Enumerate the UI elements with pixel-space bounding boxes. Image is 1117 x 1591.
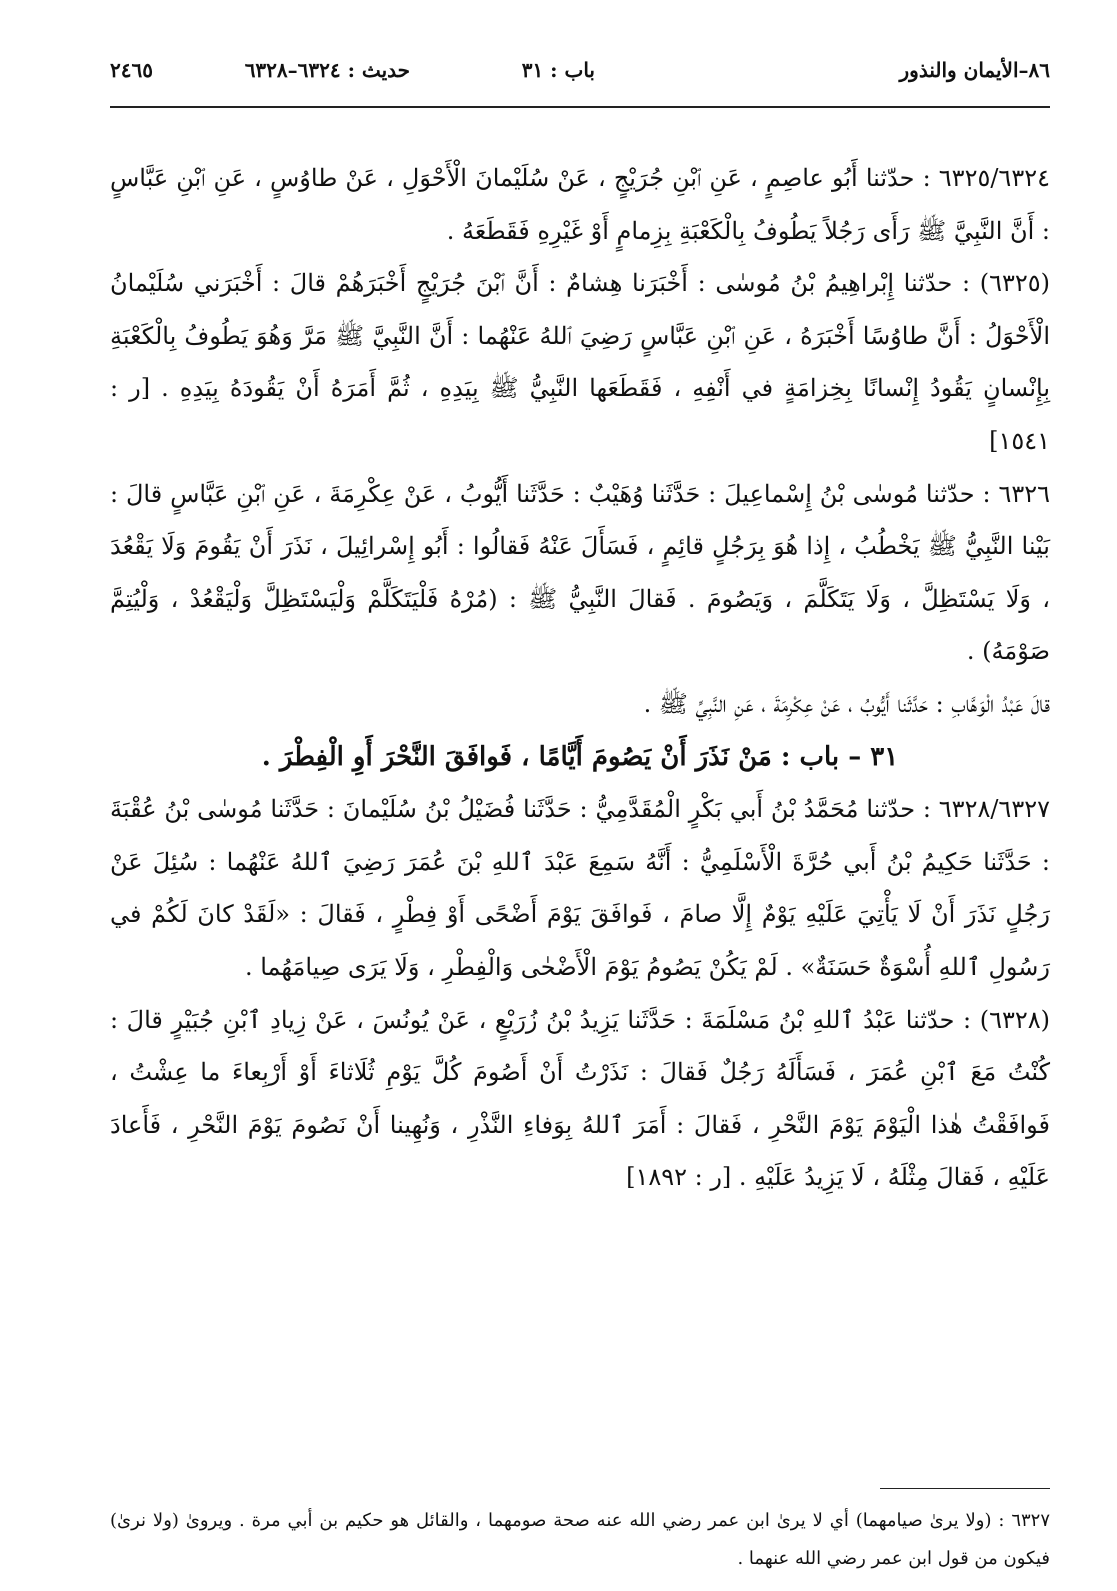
main-text (110, 152, 1050, 1204)
chapter-title: ٨٦–الأيمان والنذور (899, 58, 1050, 82)
header-divider (110, 106, 1050, 108)
footnote (110, 1502, 1050, 1578)
hadith-paragraph: (٦٣٢٥) : حدّثنا إِبْراهِيمُ بْنُ مُوسٰى : أَخْبَرَنا هِشامٌ : أَنَّ ٱبْنَ جُرَيْجٍ أَخْبَرَهُمْ قالَ : أَخْبَرَني سُلَيْمانُ الْأَحْوَلُ : أَنَّ طاوُسًا أَخْبَرَهُ ، عَنِ ٱبْنِ عَبَّاسٍ رَضِيَ ٱللهُ عَنْهُما : أَنَّ النَّبِيَّ ﷺ مَرَّ وَهُوَ يَطُوفُ بِالْكَعْبَةِ بِإِنْسانٍ يَقُودُ إِنْسانًا بِخِزامَةٍ في أَنْفِهِ ، فَقَطَعَها النَّبِيُّ ﷺ بِيَدِهِ ، ثُمَّ أَمَرَهُ أَنْ يَقُودَهُ بِيَدِهِ . [ر : ١٥٤١] (110, 269, 1050, 455)
running-header (110, 58, 1050, 92)
footnote-divider (880, 1488, 1050, 1489)
bab-number: باب : ٣١ (521, 58, 595, 82)
hadith-range: حديث : ٦٣٢٤–٦٣٢٨ (244, 58, 410, 82)
footnote-text: ٦٣٢٧ : (ولا يرىٰ صيامهما) أي لا يرىٰ ابن عمر رضي الله عنه صحة صومهما ، والقائل هو حكيم بن أبي مرة . ويروىٰ (ولا نرىٰ) فيكون من قول ابن عمر رضي الله عنهما . (110, 1510, 1050, 1569)
page-number: ٢٤٦٥ (110, 58, 153, 82)
hadith-paragraph: ٦٣٢٦ : حدّثنا مُوسٰى بْنُ إِسْماعِيلَ : حَدَّثَنا وُهَيْبٌ : حَدَّثَنا أَيُّوبُ ، عَنْ عِكْرِمَةَ ، عَنِ ٱبْنِ عَبَّاسٍ قالَ : بَيْنا النَّبِيُّ ﷺ يَخْطُبُ ، إِذا هُوَ بِرَجُلٍ قائِمٍ ، فَسَأَلَ عَنْهُ فَقالُوا : أَبُو إِسْرائِيلَ ، نَذَرَ أَنْ يَقُومَ وَلَا يَقْعُدَ ، وَلَا يَسْتَظِلَّ ، وَلَا يَتَكَلَّمَ ، وَيَصُومَ . فَقالَ النَّبِيُّ ﷺ : (مُرْهُ فَلْيَتَكَلَّمْ وَلْيَسْتَظِلَّ وَلْيَقْعُدْ ، وَلْيُتِمَّ صَوْمَهُ) . (110, 479, 1051, 666)
hadith-paragraph: ٦٣٢٨/٦٣٢٧ : حدّثنا مُحَمَّدُ بْنُ أَبي بَكْرٍ الْمُقَدَّمِيُّ : حَدَّثَنا فُضَيْلُ بْنُ سُلَيْمانَ : حَدَّثَنا مُوسٰى بْنُ عُقْبَةَ : حَدَّثَنا حَكِيمُ بْنُ أَبي حُرَّةَ الْأَسْلَمِيُّ : أَنَّهُ سَمِعَ عَبْدَ ٱللهِ بْنَ عُمَرَ رَضِيَ ٱللهُ عَنْهُما : سُئِلَ عَنْ رَجُلٍ نَذَرَ أَنْ لَا يَأْتِيَ عَلَيْهِ يَوْمٌ إِلَّا صامَ ، فَوافَقَ يَوْمَ أَضْحًى أَوْ فِطْرٍ ، فَقالَ : «لَقَدْ كانَ لَكُمْ في رَسُولِ ٱللهِ أُسْوَةٌ حَسَنَةٌ» . لَمْ يَكُنْ يَصُومُ يَوْمَ الْأَضْحٰى وَالْفِطْرِ ، وَلَا يَرَى صِيامَهُما . (110, 795, 1050, 981)
hadith-paragraph: قالَ عَبْدُ الْوَهَّابِ : حَدَّثَنا أَيُّوبُ ، عَنْ عِكْرِمَةَ ، عَنِ النَّبِيِّ ﷺ . (643, 689, 1050, 718)
hadith-paragraph: (٦٣٢٨) : حدّثنا عَبْدُ ٱللهِ بْنُ مَسْلَمَةَ : حَدَّثَنا يَزِيدُ بْنُ زُرَيْعٍ ، عَنْ يُونُسَ ، عَنْ زِيادِ ٱبْنِ جُبَيْرٍ قالَ : كُنْتُ مَعَ ٱبْنِ عُمَرَ ، فَسَأَلَهُ رَجُلٌ فَقالَ : نَذَرْتُ أَنْ أَصُومَ كُلَّ يَوْمِ ثُلَاثاءَ أَوْ أَرْبِعاءَ ما عِشْتُ ، فَوافَقْتُ هٰذا الْيَوْمَ يَوْمَ النَّحْرِ ، فَقالَ : أَمَرَ ٱللهُ بِوَفاءِ النَّذْرِ ، وَنُهِينا أَنْ نَصُومَ يَوْمَ النَّحْرِ ، فَأَعادَ عَلَيْهِ ، فَقالَ مِثْلَهُ ، لَا يَزِيدُ عَلَيْهِ . [ر : ١٨٩٢] (110, 1005, 1050, 1192)
bab-heading: ٣١ – باب : مَنْ نَذَرَ أَنْ يَصُومَ أَيَّامًا ، فَوافَقَ النَّحْرَ أَوِ الْفِطْرَ . (261, 741, 899, 772)
hadith-paragraph: ٦٣٢٥/٦٣٢٤ : حدّثنا أَبُو عاصِمٍ ، عَنِ ٱبْنِ جُرَيْجٍ ، عَنْ سُلَيْمانَ الْأَحْوَلِ ، عَنْ طاوُسٍ ، عَنِ ٱبْنِ عَبَّاسٍ : أَنَّ النَّبِيَّ ﷺ رَأَى رَجُلاً يَطُوفُ بِالْكَعْبَةِ بِزِمامٍ أَوْ غَيْرِهِ فَقَطَعَهُ . (110, 164, 1050, 245)
